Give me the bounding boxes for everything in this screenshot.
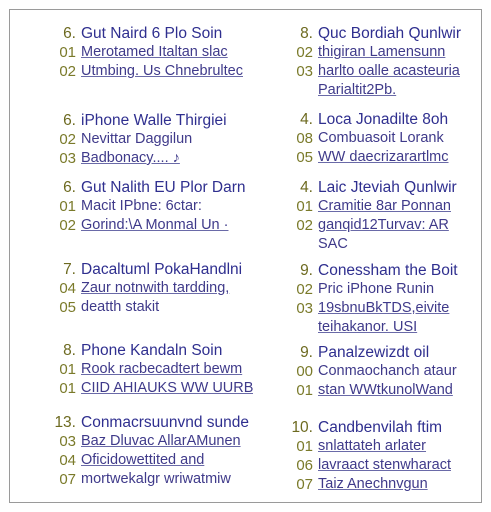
line-link[interactable]: teihakanor. USI [318,319,418,335]
line-number: 08 [296,130,313,147]
line-number: 03 [59,433,76,450]
line-number: 05 [59,299,76,316]
entry-line [265,148,490,167]
entry-line [265,475,490,494]
entry-line [28,432,253,451]
entry-line [265,197,490,216]
line-number: 01 [296,198,313,215]
entry-title: Conmacrsuunvnd sunde [81,414,250,431]
entry-line [265,437,490,456]
line-number: 03 [296,63,313,80]
entry-block [28,413,253,489]
line-number: 02 [59,217,76,234]
entry-title: Dacaltuml PokaHandlni [81,261,243,278]
line-number: 02 [296,44,313,61]
entry-block [265,343,490,400]
line-link[interactable]: Parialtit2Pb. [318,82,397,98]
line-link[interactable]: Cramitie 8ar Ponnan [318,198,451,214]
entry-title: Gut Naird 6 Plo Soin [81,25,223,42]
line-link[interactable]: Taiz Anechnvgun [318,476,428,492]
line-text: Macit IPbne: 6ctar: [81,198,202,214]
entry-title: Conessham the Boit [318,262,458,279]
line-number: 02 [59,63,76,80]
entry-line [265,81,490,100]
entry-line [28,216,253,235]
line-link[interactable]: snlattateh arlater [318,438,427,454]
line-text: SAC [318,236,348,252]
line-number: 01 [59,198,76,215]
entry-line [28,62,253,81]
line-text: Nevittar Daggilun [81,131,193,147]
line-number: 05 [296,149,313,166]
line-link[interactable]: Zaur notnwith tardding, [81,280,230,296]
line-number: 02 [59,131,76,148]
entry-line [265,299,490,318]
line-number: 00 [296,363,313,380]
entry-number: 8. [63,342,76,359]
entry-line [265,318,490,337]
entry-line [265,280,490,299]
entry-line [265,62,490,81]
line-text: Conmaochanch ataur [318,363,457,379]
entry-line [28,149,253,168]
entry-number: 6. [63,112,76,129]
entry-heading [265,343,490,362]
line-text: Pric iPhone Runin [318,281,435,297]
entry-title: Loca Jonadilte 8oh [318,111,449,128]
line-number: 03 [59,150,76,167]
line-link[interactable]: Merotamed Italtan slac [81,44,228,60]
line-number: 06 [296,457,313,474]
line-number: 07 [59,471,76,488]
entry-heading [28,178,253,197]
entry-line [28,379,253,398]
entry-heading [265,418,490,437]
entry-line [28,360,253,379]
line-link[interactable]: ganqid12Turvav: AR [318,217,449,233]
line-number: 01 [296,438,313,455]
entry-number: 9. [300,262,313,279]
line-number: 02 [296,281,313,298]
entry-block [265,110,490,167]
line-text: Combuasoit Lorank [318,130,444,146]
line-link[interactable]: Baz Dluvac AllarAMunen [81,433,241,449]
line-link[interactable]: WW daecrizarartlmc [318,149,449,165]
entry-heading [265,261,490,280]
line-text: mortwekalgr wriwatmiw [81,471,231,487]
line-text: deatth stakit [81,299,160,315]
entry-heading [28,341,253,360]
entry-block [28,341,253,398]
line-number: 01 [59,380,76,397]
entry-block [265,178,490,254]
entry-block [28,111,253,168]
line-link[interactable]: lavraact stenwharact [318,457,451,473]
entry-title: Gut Nalith EU Plor Darn [81,179,246,196]
entry-heading [28,413,253,432]
entry-line [265,235,490,254]
entry-line [28,298,253,317]
entry-number: 6. [63,25,76,42]
entry-heading [265,24,490,43]
entry-block [265,418,490,494]
entry-number: 13. [54,414,76,431]
entry-heading [265,110,490,129]
entry-line [28,43,253,62]
line-link[interactable]: thigiran Lamensunn [318,44,446,60]
entry-line [265,456,490,475]
entry-block [265,261,490,337]
entry-title: Phone Kandaln Soin [81,342,223,359]
entry-line [265,362,490,381]
entry-number: 10. [291,419,313,436]
entry-heading [28,24,253,43]
entry-title: Candbenvilah ftim [318,419,443,436]
entry-line [265,381,490,400]
line-link[interactable]: stan WWtkunolWand [318,382,453,398]
line-number: 01 [59,44,76,61]
line-link[interactable]: Rook racbecadtert bewm [81,361,243,377]
entry-number: 7. [63,261,76,278]
entry-number: 4. [300,111,313,128]
entry-title: iPhone Walle Thirgiei [81,112,227,129]
line-number: 03 [296,300,313,317]
entry-block [28,260,253,317]
entry-number: 4. [300,179,313,196]
entry-block [28,178,253,235]
line-number: 02 [296,217,313,234]
entry-title: Panalzewizdt oil [318,344,430,361]
entry-line [28,279,253,298]
line-number: 04 [59,452,76,469]
entry-block [265,24,490,100]
line-number: 01 [59,361,76,378]
line-number: 04 [59,280,76,297]
entry-line [265,216,490,235]
entry-number: 8. [300,25,313,42]
entry-line [265,43,490,62]
entry-heading [28,111,253,130]
document-page [9,9,482,503]
entry-line [28,130,253,149]
entry-block [28,24,253,81]
entry-number: 9. [300,344,313,361]
line-link[interactable]: Utmbing. Us Chnebrultec [81,63,243,79]
line-link[interactable]: CIID AHIAUKS WW UURB [81,380,253,396]
line-link[interactable]: 19sbnuBkTDS,eivite [318,300,450,316]
line-link[interactable]: Oficidowettited and [81,452,205,468]
line-number: 07 [296,476,313,493]
entry-number: 6. [63,179,76,196]
line-number: 01 [296,382,313,399]
entry-heading [28,260,253,279]
line-link[interactable]: harlto oalle acasteuria [318,63,460,79]
entry-line [265,129,490,148]
entry-title: Quc Bordiah Qunlwir [318,25,462,42]
entry-line [28,197,253,216]
line-link[interactable]: Gorind:\A Monmal Un · [81,217,229,233]
entry-title: Laic Jteviah Qunlwir [318,179,457,196]
entry-line [28,451,253,470]
line-link[interactable]: Badbonacy.... ♪ [81,150,180,166]
entry-line [28,470,253,489]
entry-heading [265,178,490,197]
